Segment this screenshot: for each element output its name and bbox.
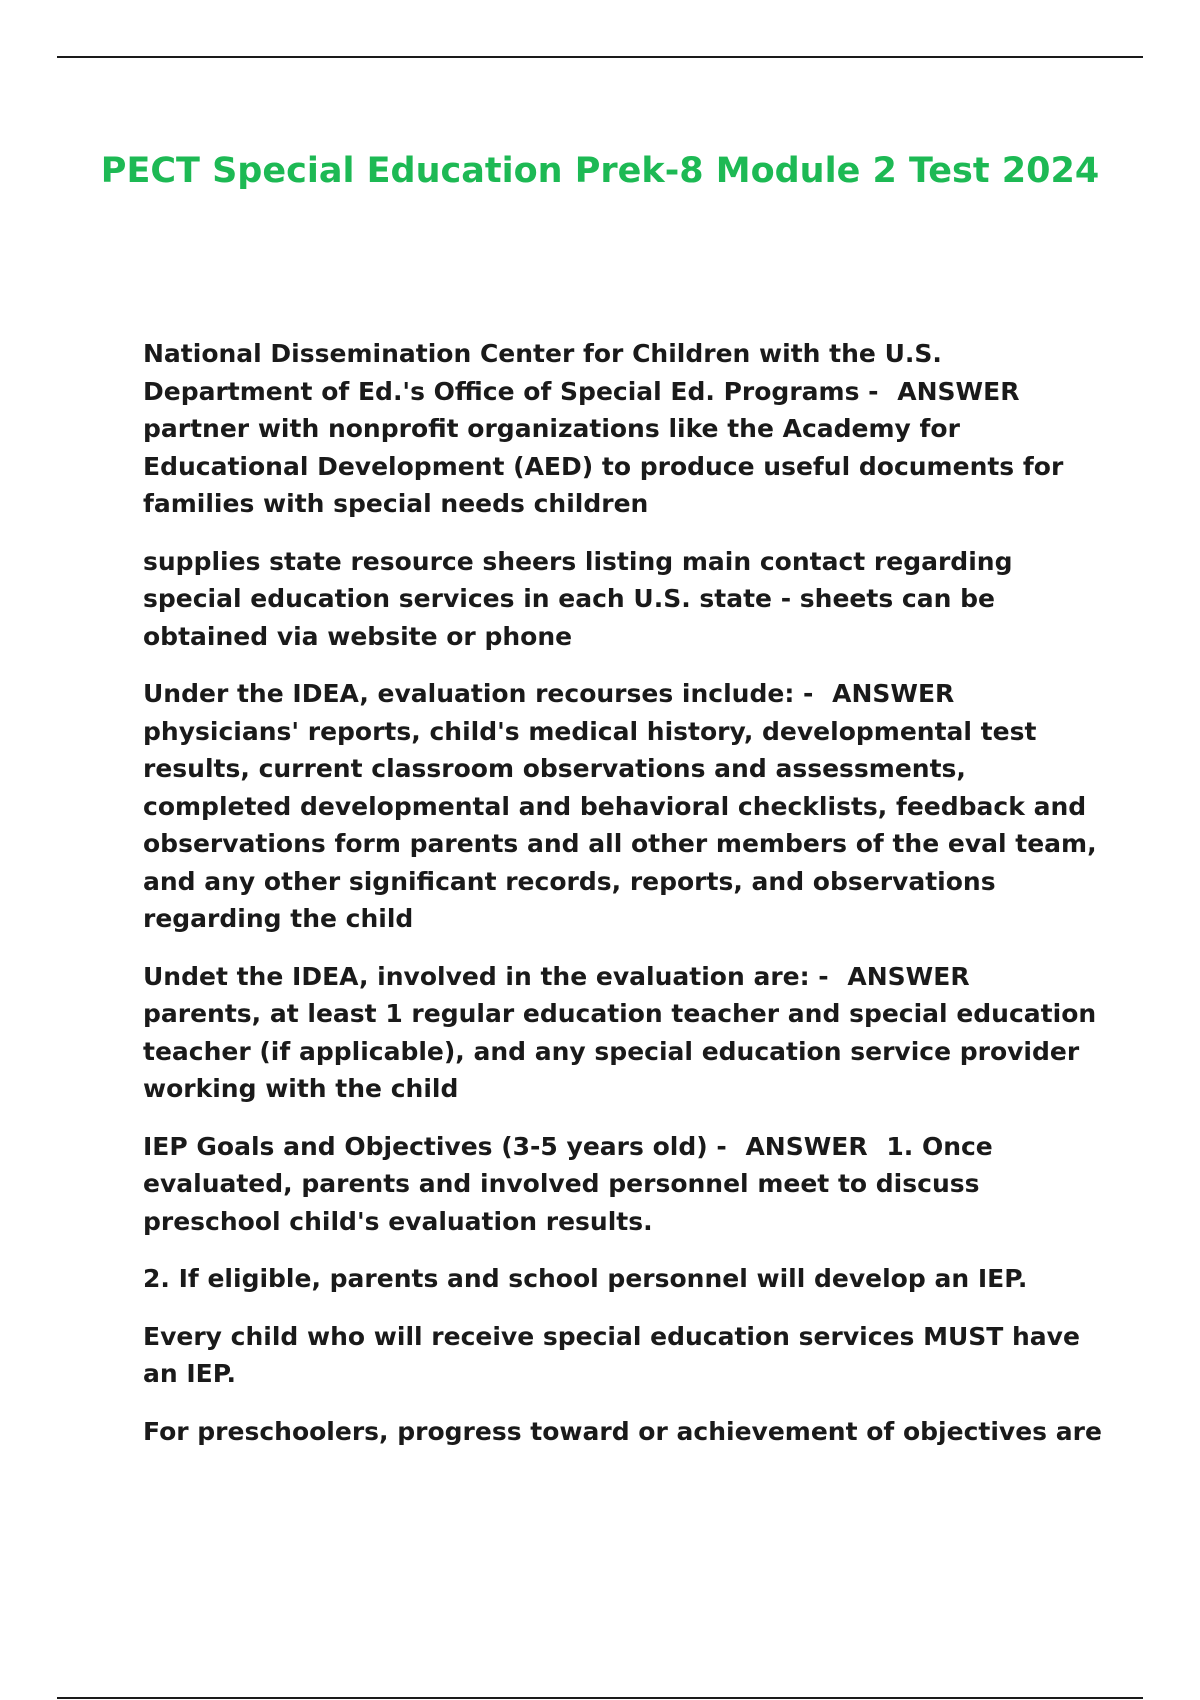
question-text: Under the IDEA, evaluation recourses include: - <box>143 679 814 708</box>
qa-paragraph <box>143 1128 1103 1241</box>
top-divider <box>57 56 1143 58</box>
qa-paragraph <box>143 958 1103 1108</box>
document-body <box>143 335 1103 1470</box>
qa-paragraph <box>143 675 1103 938</box>
answer-label: ANSWER <box>745 1131 868 1161</box>
question-text: Undet the IDEA, involved in the evaluation are: - <box>143 961 829 991</box>
text-paragraph: Every child who will receive special education services MUST have an IEP. <box>143 1321 1080 1388</box>
text-paragraph: 2. If eligible, parents and school personnel will develop an IEP. <box>143 1264 1028 1293</box>
document-title: PECT Special Education Prek-8 Module 2 Test 2024 <box>100 151 1100 191</box>
answer-text: 1. Once evaluated, parents and involved personnel meet to discuss preschool child's evaluation results. <box>143 1131 993 1236</box>
text-paragraph: supplies state resource sheers listing main contact regarding special education services in each U.S. state - sheets can be obtained via website or phone <box>143 546 1013 651</box>
qa-paragraph <box>143 335 1103 523</box>
answer-label: ANSWER <box>832 679 955 708</box>
answer-text: parents, at least 1 regular education teacher and special education teacher (if applicable), and any special education service provider working with the child <box>143 999 1097 1103</box>
answer-text: physicians' reports, child's medical history, developmental test results, current classroom observations and assessments, completed developmental and behavioral checklists, feedback and observations form parents and all other members of the eval team, and any other significant records, reports, and observations regarding the child <box>143 716 1097 933</box>
text-paragraph: For preschoolers, progress toward or achievement of objectives are <box>143 1416 1102 1446</box>
answer-label: ANSWER <box>847 961 970 991</box>
answer-label: ANSWER <box>897 376 1020 406</box>
answer-text: partner with nonprofit organizations like the Academy for Educational Development (AED) to produce useful documents for families with special needs children <box>143 414 1064 518</box>
bottom-divider <box>57 1697 1143 1699</box>
question-text: IEP Goals and Objectives (3-5 years old) - <box>143 1131 727 1161</box>
question-text: National Dissemination Center for Children with the U.S. Department of Ed.'s Office of Special Ed. Programs - <box>143 339 942 406</box>
